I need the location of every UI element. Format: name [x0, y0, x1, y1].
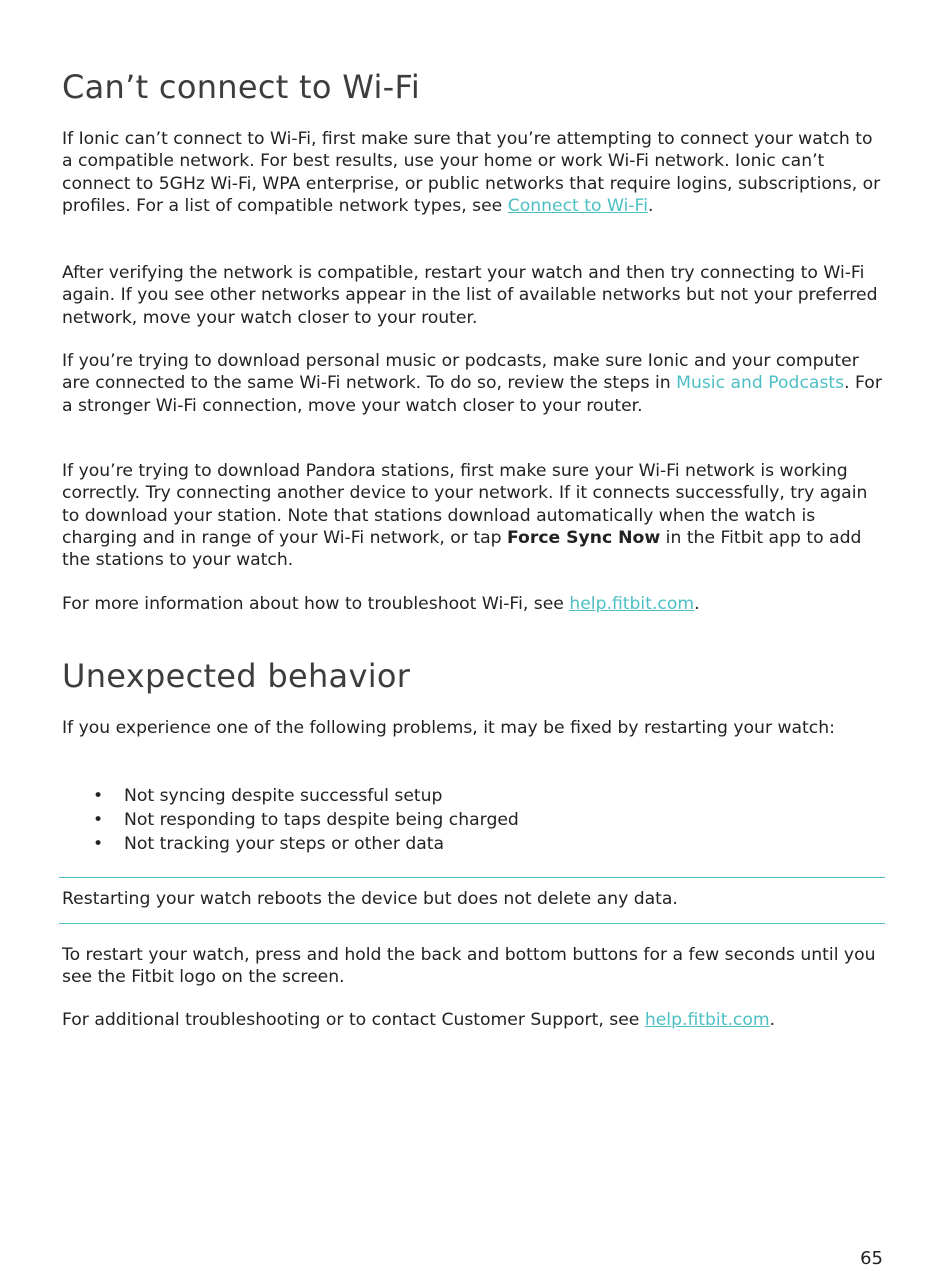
paragraph-restart-instructions: To restart your watch, press and hold the back and bottom buttons for a few seconds until you see the Fitbit logo on the screen. [62, 945, 876, 988]
force-sync-now-label: Force Sync Now [507, 527, 661, 548]
bullet-icon: • [93, 834, 104, 854]
list-item-text: Not tracking your steps or other data [124, 834, 445, 854]
problem-list [62, 784, 888, 856]
paragraph-customer-support [62, 1009, 888, 1031]
paragraph-text-end: . [769, 1010, 776, 1030]
music-and-podcasts-link[interactable]: Music and Podcasts [676, 373, 845, 394]
list-item [62, 832, 888, 856]
paragraph-restart-watch: After verifying the network is compatible, restart your watch and then try connecting to Wi-Fi again. If you see other networks appear in the list of available networks but not your preferred network, move your watch closer to your router. [62, 263, 878, 328]
paragraph-music-podcasts [62, 350, 888, 417]
paragraph-problems-intro: If you experience one of the following problems, it may be fixed by restarting your watch: [62, 718, 835, 738]
note-box [59, 877, 885, 924]
section-heading-unexpected-behavior: Unexpected behavior [62, 657, 411, 695]
paragraph-text: For additional troubleshooting or to contact Customer Support, see [62, 1010, 645, 1030]
bullet-icon: • [93, 810, 104, 830]
paragraph-text-end: . [647, 195, 654, 216]
paragraph-text-end: . [694, 594, 700, 614]
paragraph-text-end: . For a stronger Wi-Fi connection, move your watch closer to your router. [62, 373, 882, 416]
list-item [62, 784, 888, 808]
bullet-icon: • [93, 786, 104, 806]
paragraph-pandora [62, 460, 888, 571]
help-fitbit-link[interactable]: help.fitbit.com [569, 594, 695, 614]
paragraph-text: If you’re trying to download personal music or podcasts, make sure Ionic and your computer are connected to the same Wi-Fi network. To do so, review the steps in [62, 351, 859, 394]
paragraph-text-end: in the Fitbit app to add the stations to your watch. [62, 527, 862, 571]
connect-to-wifi-link[interactable]: Connect to Wi-Fi [507, 195, 648, 216]
list-item-text: Not responding to taps despite being charged [124, 810, 519, 830]
help-fitbit-link[interactable]: help.fitbit.com [644, 1010, 770, 1030]
paragraph-text: If you’re trying to download Pandora stations, first make sure your Wi-Fi network is working correctly. Try connecting another device to your network. If it connects successfully, try again to download your station. Note that stations download automatically when the watch is charging and in range of your Wi-Fi network, or tap [62, 461, 868, 548]
paragraph-more-info [62, 593, 888, 615]
paragraph-wifi-compatibility [62, 128, 888, 217]
list-item-text: Not syncing despite successful setup [124, 786, 443, 806]
section-heading-wifi: Can’t connect to Wi-Fi [62, 68, 421, 106]
paragraph-text: For more information about how to troubleshoot Wi-Fi, see [62, 594, 570, 614]
note-text: Restarting your watch reboots the device but does not delete any data. [62, 889, 678, 909]
list-item [62, 808, 888, 832]
page-number: 65 [860, 1248, 883, 1269]
paragraph-text: If Ionic can’t connect to Wi-Fi, first make sure that you’re attempting to connect your watch to a compatible network. For best results, use your home or work Wi-Fi network. Ionic can’t connect to 5GHz Wi-Fi, WPA enterprise, or public networks that require logins, subscriptions, or profiles. For a list of compatible network types, see [62, 129, 881, 216]
